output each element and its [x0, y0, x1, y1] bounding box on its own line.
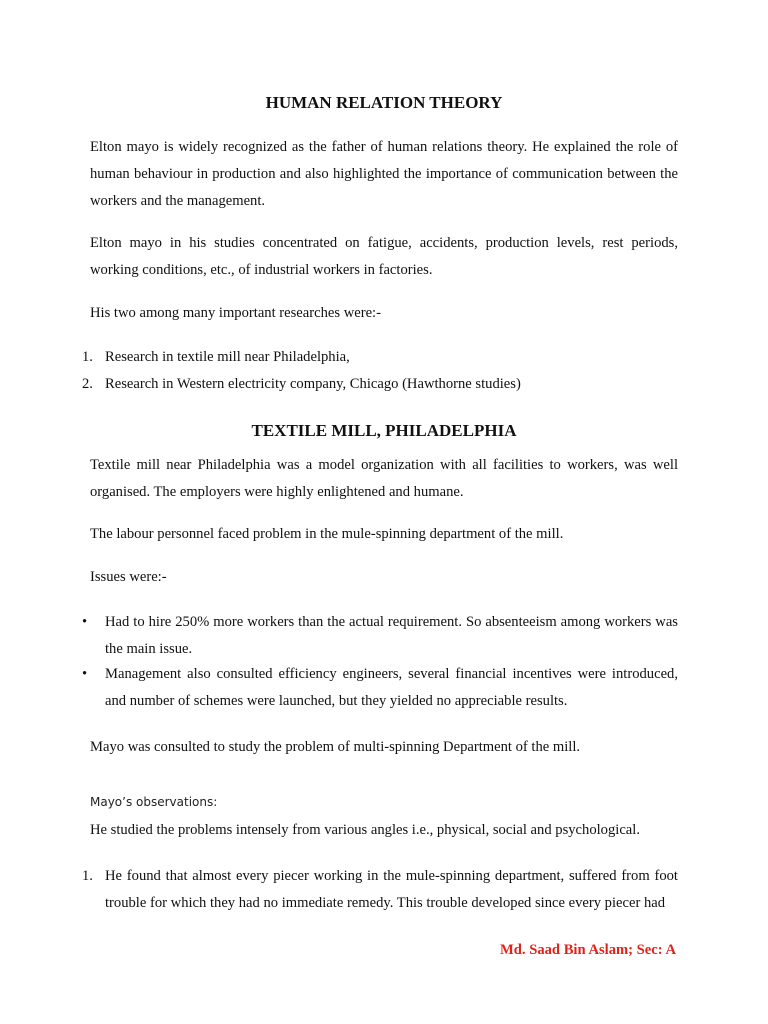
- paragraph-studies: Elton mayo in his studies concentrated on fatigue, accidents, production levels, rest periods, working conditions, etc., of industrial workers in factories.: [90, 235, 678, 278]
- observations-label: Mayo’s observations:: [90, 795, 218, 809]
- list-number: 1.: [82, 349, 93, 365]
- paragraph-researches-intro: His two among many important researches were:-: [90, 305, 381, 321]
- list-number: 1.: [82, 868, 93, 884]
- list-item: He found that almost every piecer working in the mule-spinning department, suffered from foot trouble for which they had no immediate remedy. This trouble developed since every piecer had: [105, 868, 678, 911]
- list-item: Management also consulted efficiency engineers, several financial incentives were introduced, and number of schemes were launched, but they yielded no appreciable results.: [105, 666, 678, 709]
- paragraph-textile-mill: Textile mill near Philadelphia was a model organization with all facilities to workers, was well organised. The employers were highly enlightened and humane.: [90, 457, 678, 500]
- author-footer: Md. Saad Bin Aslam; Sec: A: [500, 942, 676, 958]
- paragraph-studied-problems: He studied the problems intensely from various angles i.e., physical, social and psychological.: [90, 822, 640, 838]
- list-number: 2.: [82, 376, 93, 392]
- paragraph-mayo-consulted: Mayo was consulted to study the problem of multi-spinning Department of the mill.: [90, 739, 581, 755]
- bullet-icon: •: [82, 614, 88, 630]
- page-title: HUMAN RELATION THEORY: [265, 93, 503, 112]
- bullet-icon: •: [82, 666, 88, 682]
- paragraph-intro: Elton mayo is widely recognized as the father of human relations theory. He explained the role of human behaviour in production and also highlighted the importance of communication between the workers and the management.: [90, 139, 678, 209]
- paragraph-issues-label: Issues were:-: [90, 569, 167, 585]
- list-item: Research in textile mill near Philadelphia,: [105, 349, 350, 365]
- list-item: Had to hire 250% more workers than the actual requirement. So absenteeism among workers was the main issue.: [105, 614, 678, 657]
- list-item: Research in Western electricity company, Chicago (Hawthorne studies): [105, 376, 521, 392]
- section-heading: TEXTILE MILL, PHILADELPHIA: [251, 421, 517, 440]
- paragraph-labour-problem: The labour personnel faced problem in the mule-spinning department of the mill.: [90, 526, 564, 542]
